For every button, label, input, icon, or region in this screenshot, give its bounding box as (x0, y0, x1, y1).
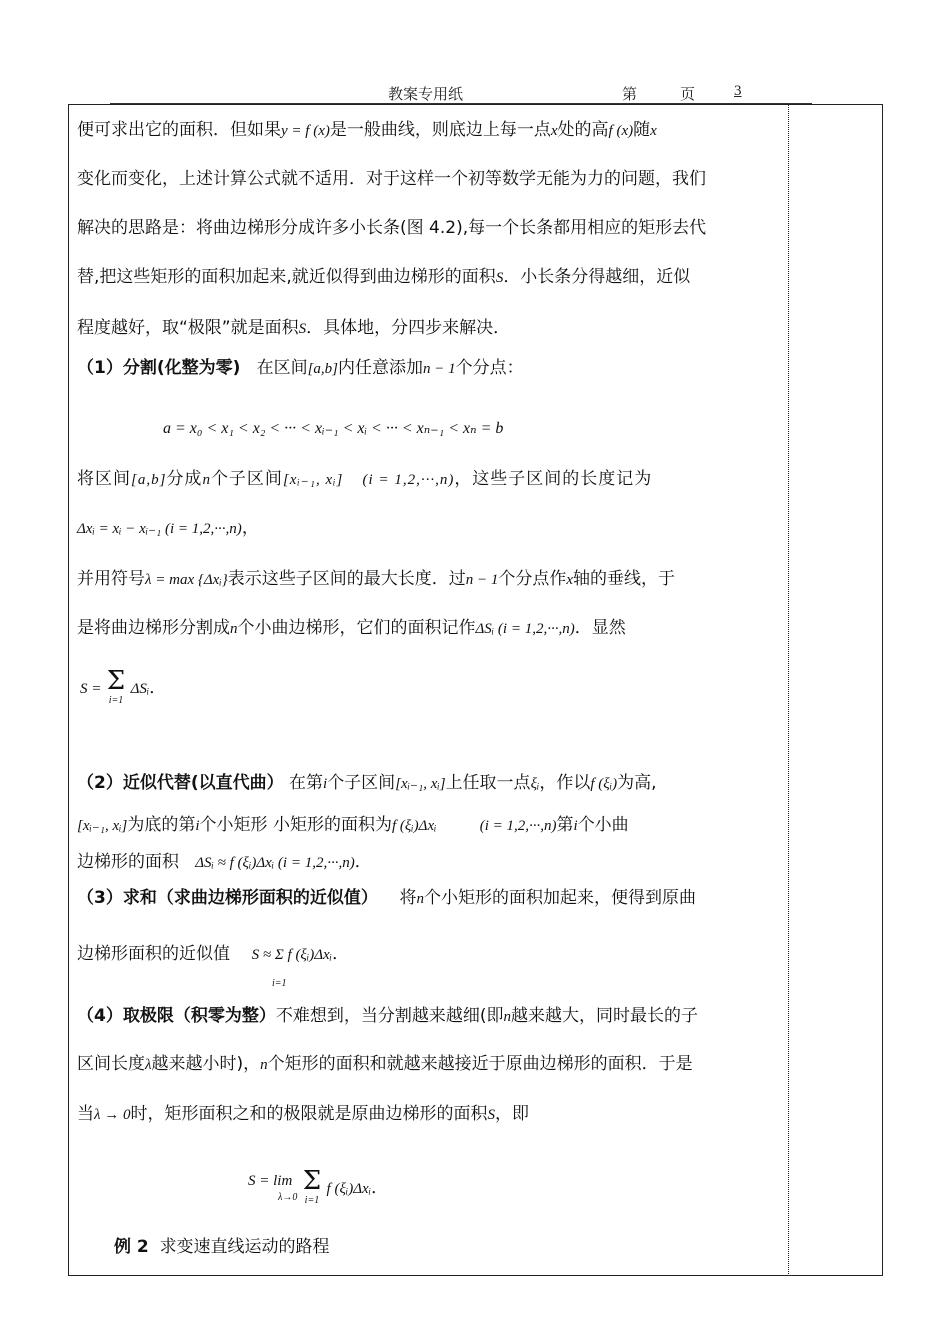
line-3: 解决的思路是：将曲边梯形分成许多小长条(图 4.2),每一个长条都用相应的矩形去代 (77, 218, 707, 238)
example-title: 求变速直线运动的路程 (159, 1237, 330, 1257)
step-2-heading: （2）近似代替(以直代曲） (77, 773, 284, 793)
line-11: 边梯形面积的近似值 S ≈ Σ f (ξᵢ)Δxᵢ． i=1 (77, 944, 350, 989)
line-8: 是将曲边梯形分割成n个小曲边梯形，它们的面积记作ΔSᵢ (i = 1,2,···,n)．显然 (77, 618, 626, 638)
step-3-heading: （3）求和（求曲边梯形面积的近似值） (77, 888, 378, 908)
line-4: 替,把这些矩形的面积加起来,就近似得到曲边梯形的面积S．小长条分得越细，近似 (77, 267, 691, 287)
line-10: 边梯形的面积 ΔSᵢ ≈ f (ξᵢ)Δxᵢ (i = 1,2,···,n)． (77, 852, 372, 872)
page-number: 3 (734, 83, 742, 99)
line-13: 当λ → 0时，矩形面积之和的极限就是原曲边梯形的面积S，即 (77, 1104, 529, 1124)
step-1-heading: （1）分割(化整为零) (77, 358, 241, 378)
partition-equation: a = x₀ < x₁ < x₂ < ··· < xᵢ₋₁ < xᵢ < ··· < xₙ₋₁ < xₙ = b (163, 420, 504, 437)
line-1: 便可求出它的面积．但如果y = f (x)是一般曲线，则底边上每一点x处的高f (x)随x (77, 120, 657, 140)
example-2 (114, 1236, 330, 1258)
limit-equation: S = lim λ→0 Σ i=1 f (ξᵢ)Δxᵢ． (248, 1166, 389, 1206)
step-4-line: （4）取极限（积零为整）不难想到，当分割越来越细(即n越来越大，同时最长的子 (77, 1006, 698, 1026)
step-2-line: （2）近似代替(以直代曲） 在第i个子区间[xᵢ₋₁, xᵢ]上任取一点ξᵢ，作以f (ξᵢ)为高, (77, 773, 657, 793)
example-label: 例 2 (114, 1237, 149, 1257)
delta-x-line: Δxᵢ = xᵢ − xᵢ₋₁ (i = 1,2,···,n)， (77, 518, 259, 538)
step-1-line: （1）分割(化整为零) 在区间[a,b]内任意添加n − 1个分点： (77, 358, 524, 378)
line-12: 区间长度λ越来越小时)，n个矩形的面积和就越来越接近于原曲边梯形的面积．于是 (77, 1054, 693, 1074)
line-9: [xᵢ₋₁, xᵢ]为底的第i个小矩形 小矩形的面积为f (ξᵢ)Δxᵢ (i = 1,2,···,n)第i个小曲 (77, 815, 629, 835)
page-label-di: 第 (622, 87, 638, 103)
line-5: 程度越好，取“极限”就是面积S．具体地，分四步来解决． (77, 318, 511, 338)
line-6: 将区间[a,b]分成n个子区间[xᵢ₋₁, xᵢ] (i = 1,2,···,n)，这些子区间的长度记为 (77, 469, 653, 489)
page-label-ye: 页 (680, 87, 696, 103)
margin-divider (788, 104, 789, 1276)
line-2: 变化而变化，上述计算公式就不适用．对于这样一个初等数学无能为力的问题，我们 (77, 169, 706, 189)
step-4-heading: （4）取极限（积零为整） (77, 1006, 276, 1026)
header-title: 教案专用纸 (388, 87, 464, 103)
line-7: 并用符号λ = max {Δxᵢ}表示这些子区间的最大长度．过n − 1个分点作x轴的垂线，于 (77, 569, 675, 589)
step-3-line: （3）求和（求曲边梯形面积的近似值） 将n个小矩形的面积加起来，便得到原曲 (77, 888, 696, 908)
sum-equation: S = Σ i=1 ΔSᵢ． (80, 666, 167, 706)
